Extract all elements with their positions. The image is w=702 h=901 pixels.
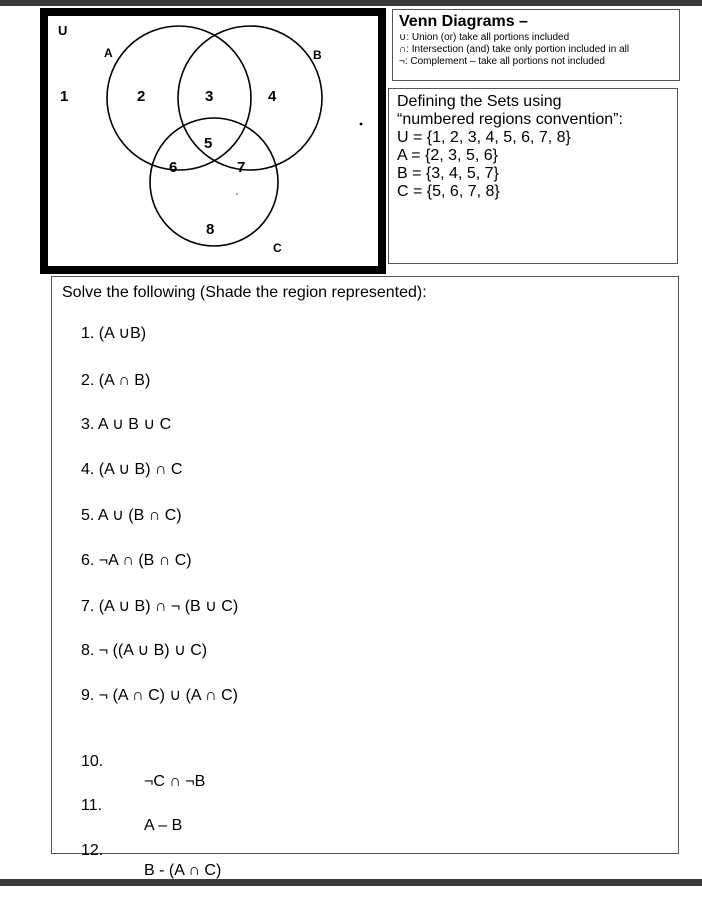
sets-intro-line2: “numbered regions convention”:: [397, 111, 623, 128]
problem-item: [81, 732, 381, 790]
venn-definitions-box: [392, 9, 680, 81]
universe-label: U: [58, 23, 68, 38]
set-c-label: C: [273, 241, 282, 255]
problem-item: [81, 371, 150, 391]
problem-number: 6.: [81, 552, 95, 569]
set-u-definition: U = {1, 2, 3, 4, 5, 6, 7, 8}: [397, 129, 571, 146]
problem-expression: ¬C ∩ ¬B: [144, 773, 206, 790]
complement-definition: ¬: Complement – take all portions not included: [399, 56, 605, 67]
problem-item: [81, 506, 182, 526]
set-a-definition: A = {2, 3, 5, 6}: [397, 147, 498, 164]
set-b-definition: B = {3, 4, 5, 7}: [397, 165, 499, 182]
problem-item: [81, 551, 192, 571]
problem-number: 12.: [81, 842, 104, 859]
problem-expression: (A ∪B): [98, 325, 147, 342]
problem-expression: (A ∪ B) ∩ C: [98, 461, 183, 478]
problem-number: 11.: [81, 797, 103, 814]
problem-item: [81, 324, 146, 344]
problem-expression: (A ∪ B) ∩ ¬ (B ∪ C): [98, 598, 239, 615]
region-5: 5: [204, 135, 213, 152]
problem-expression: (A ∩ B): [98, 372, 151, 389]
region-8: 8: [206, 221, 215, 238]
region-1: 1: [60, 88, 69, 105]
problem-expression: A ∪ (B ∩ C): [97, 507, 182, 524]
bottom-border: [0, 879, 702, 886]
problem-item: [81, 776, 381, 834]
problem-number: 5.: [81, 507, 95, 524]
problem-number: 7.: [81, 598, 95, 615]
region-7: 7: [237, 159, 246, 176]
stray-dot: [360, 123, 363, 126]
circle-a: [107, 26, 251, 170]
problem-item: [81, 597, 238, 617]
problem-expression: A – B: [144, 817, 183, 834]
region-6: 6: [169, 159, 178, 176]
problem-number: 9.: [81, 687, 95, 704]
problems-box: [51, 276, 679, 879]
problem-number: 10.: [81, 753, 104, 770]
problem-expression: ¬ (A ∩ C) ∪ (A ∩ C): [98, 687, 238, 704]
stray-dot: [236, 193, 238, 195]
problem-expression: B - (A ∩ C): [144, 862, 222, 879]
circle-b: [178, 26, 322, 170]
set-c-definition: C = {5, 6, 7, 8}: [397, 183, 500, 200]
set-a-label: A: [104, 46, 113, 60]
problem-item: [81, 686, 238, 706]
problem-expression: ¬A ∩ (B ∩ C): [98, 552, 192, 569]
problem-item: [81, 460, 182, 480]
problem-number: 4.: [81, 461, 95, 478]
region-3: 3: [205, 88, 214, 105]
problem-number: 3.: [81, 416, 95, 433]
problem-item: [81, 415, 171, 435]
set-definitions-box: [388, 88, 678, 264]
region-4: 4: [268, 88, 277, 105]
set-b-label: B: [313, 48, 322, 62]
problem-number: 2.: [81, 372, 95, 389]
intersection-definition: ∩: Intersection (and) take only portion included in all: [399, 44, 630, 55]
venn-diagram: [40, 8, 386, 274]
sets-intro-line1: Defining the Sets using: [397, 93, 562, 110]
problem-number: 1.: [81, 325, 95, 342]
problem-expression: A ∪ B ∪ C: [97, 416, 172, 433]
top-border: [0, 0, 702, 6]
problem-number: 8.: [81, 642, 95, 659]
venn-svg: [48, 16, 378, 266]
venn-title: Venn Diagrams –: [399, 13, 528, 30]
region-2: 2: [137, 88, 146, 105]
problem-item: [81, 821, 381, 879]
union-definition: ∪: Union (or) take all portions included: [399, 32, 570, 43]
instructions: Solve the following (Shade the region represented):: [62, 284, 427, 301]
problem-expression: ¬ ((A ∪ B) ∪ C): [98, 642, 208, 659]
problem-item: [81, 641, 207, 661]
